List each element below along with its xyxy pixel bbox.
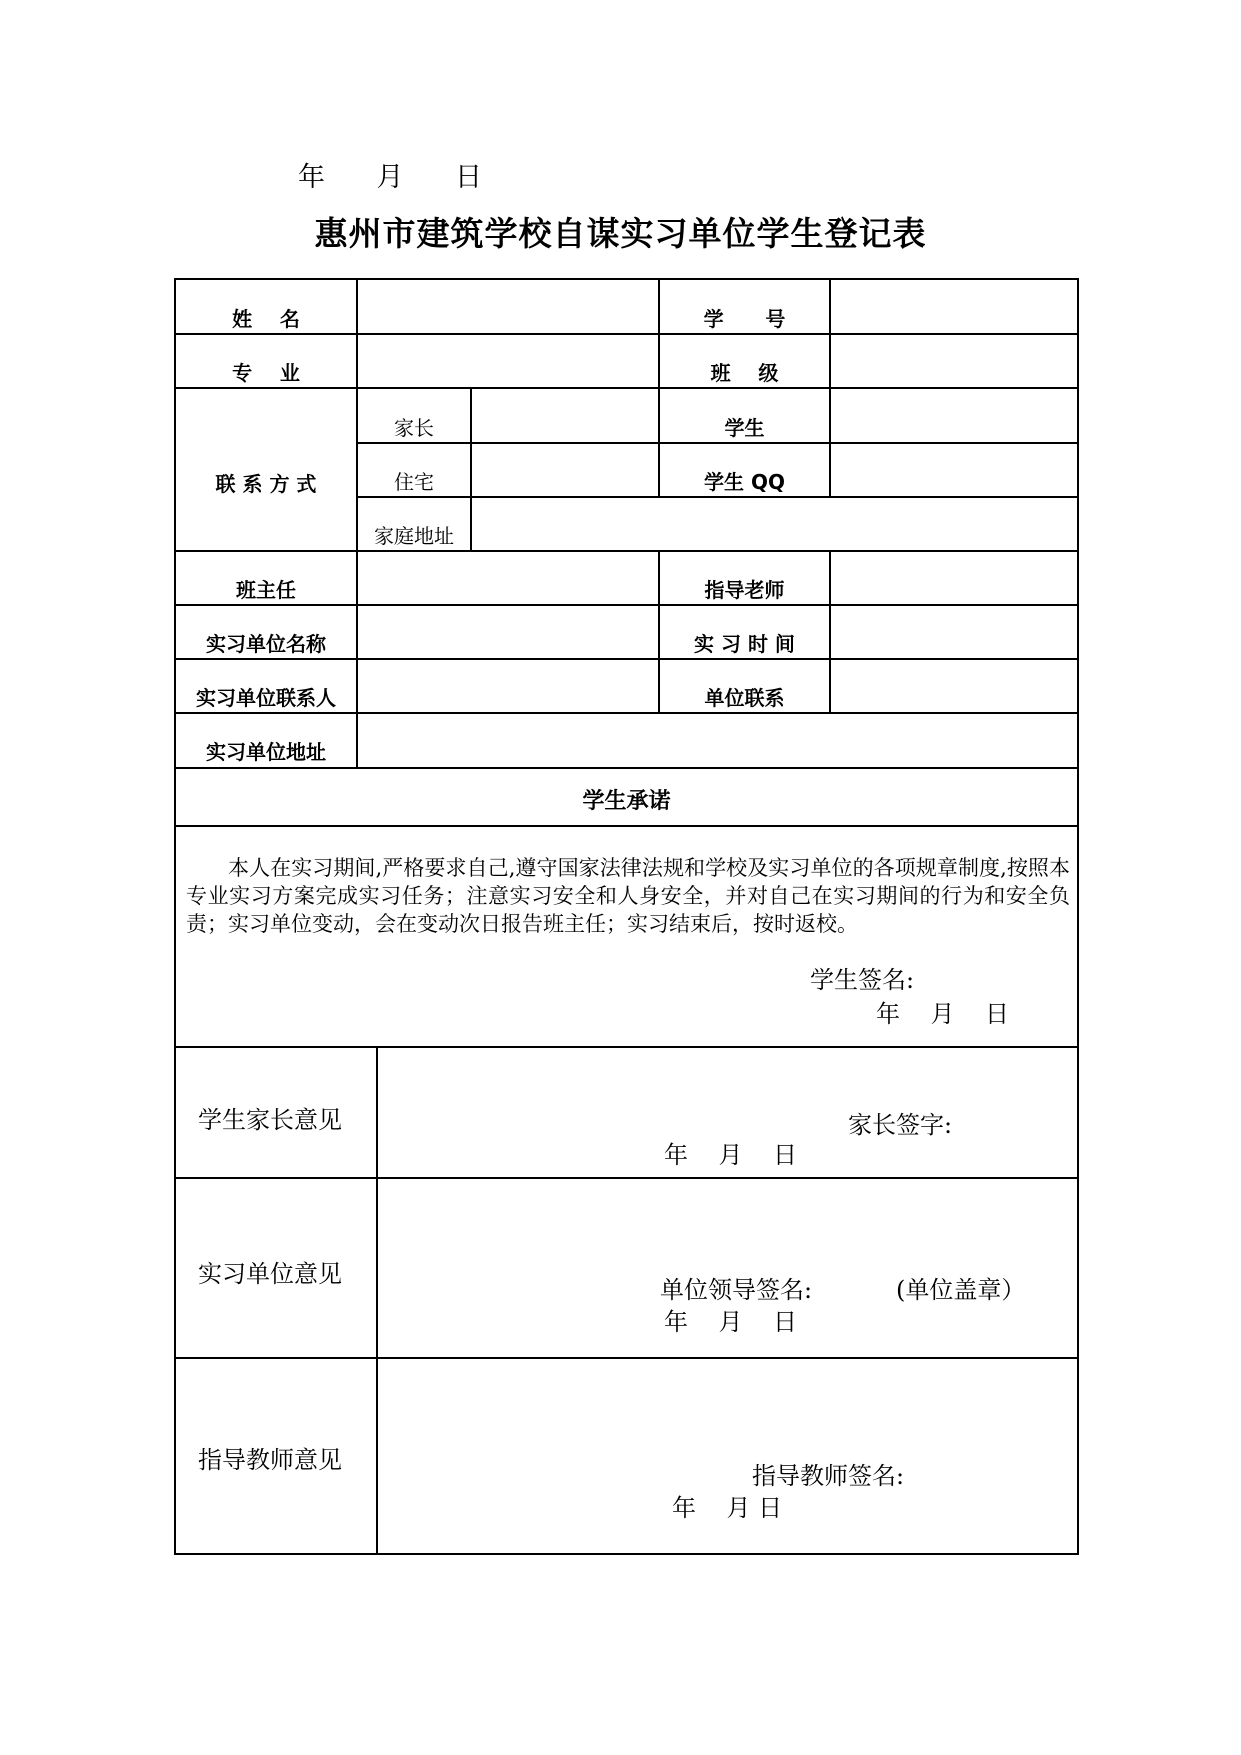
home-address-field[interactable] (472, 498, 1075, 548)
company-phone-field[interactable] (831, 660, 1075, 710)
student-no-label: 学 号 (703, 307, 786, 331)
advisor-field[interactable] (831, 552, 1075, 602)
name-label: 姓 名 (232, 307, 300, 331)
name-field[interactable] (358, 282, 656, 331)
head-teacher-label: 班主任 (236, 578, 296, 602)
parent-opinion-label: 学生家长意见 (198, 1106, 342, 1134)
promise-text: 本人在实习期间,严格要求自己,遵守国家法律法规和学校及实习单位的各项规章制度,按照本专业实习方案完成实习任务；注意实习安全和人身安全，并对自己在实习期间的行为和安全负责；实习单位变动，会在变动次日报告班主任；实习结束后，按时返校。 (186, 856, 1070, 936)
company-address-field[interactable] (358, 714, 1075, 765)
registration-form (174, 278, 1079, 1555)
student-signature-label: 学生签名: (810, 966, 915, 994)
company-phone-label: 单位联系 (704, 686, 785, 710)
student-qq-field[interactable] (831, 444, 1075, 494)
internship-time-label: 实 习 时 间 (694, 632, 795, 656)
parent-phone-label: 家长 (394, 416, 434, 440)
form-title: 惠州市建筑学校自谋实习单位学生登记表 (314, 214, 927, 253)
header-date-line: 年 月 日 (298, 162, 482, 193)
company-stamp-label: (单位盖章） (896, 1276, 1026, 1304)
major-label: 专 业 (232, 361, 300, 385)
student-phone-field[interactable] (831, 389, 1075, 440)
student-phone-label: 学生 (724, 416, 765, 440)
home-address-label: 家庭地址 (374, 524, 454, 548)
internship-time-field[interactable] (831, 606, 1075, 656)
company-name-label: 实习单位名称 (206, 632, 326, 656)
company-name-field[interactable] (358, 606, 656, 656)
home-phone-label: 住宅 (394, 470, 434, 494)
head-teacher-field[interactable] (358, 552, 656, 602)
advisor-label: 指导老师 (704, 578, 785, 602)
parent-signature-label: 家长签字: (848, 1111, 953, 1139)
advisor-opinion-label: 指导教师意见 (198, 1446, 342, 1474)
row-divider (176, 825, 1077, 827)
home-phone-field[interactable] (472, 444, 656, 494)
class-field[interactable] (831, 335, 1075, 385)
company-signature-date: 年 月 日 (664, 1308, 798, 1336)
major-field[interactable] (358, 335, 656, 385)
class-label: 班 级 (710, 361, 779, 385)
contact-label: 联 系 方 式 (215, 472, 317, 496)
company-contact-person-label: 实习单位联系人 (196, 686, 336, 710)
student-qq-label: 学生 QQ (704, 470, 785, 494)
advisor-signature-label: 指导教师签名: (752, 1462, 905, 1490)
company-address-label: 实习单位地址 (206, 740, 326, 764)
parent-phone-field[interactable] (472, 389, 656, 440)
student-signature-field[interactable] (916, 960, 1066, 990)
promise-heading: 学生承诺 (582, 789, 671, 814)
advisor-signature-date: 年 月 日 (672, 1494, 783, 1522)
parent-signature-date: 年 月 日 (664, 1141, 798, 1169)
company-signature-label: 单位领导签名: (660, 1276, 813, 1304)
student-no-field[interactable] (831, 282, 1075, 331)
company-opinion-label: 实习单位意见 (198, 1260, 342, 1288)
student-signature-date: 年 月 日 (876, 1000, 1010, 1028)
row-divider (176, 767, 1077, 769)
company-contact-person-field[interactable] (358, 660, 656, 710)
